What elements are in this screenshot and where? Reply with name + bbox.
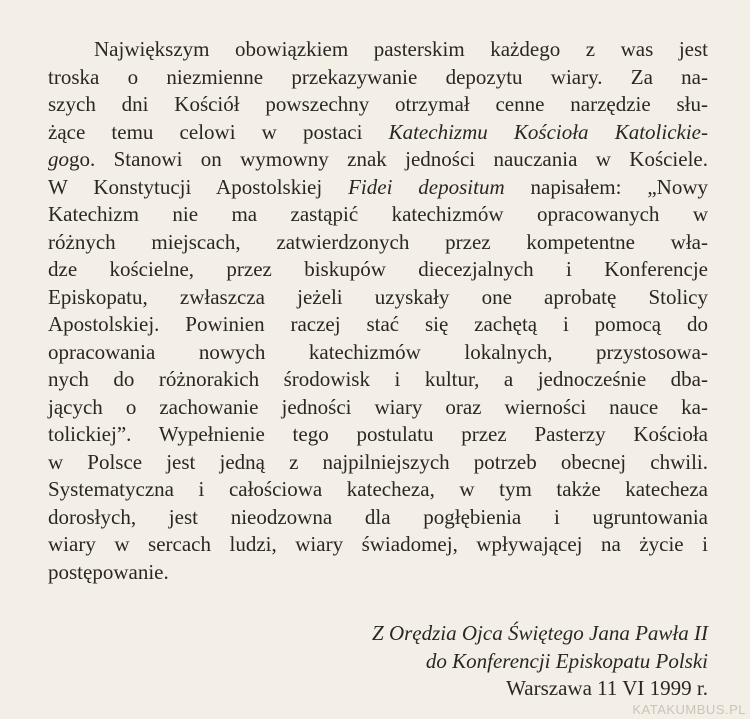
text-line: opracowania nowych katechizmów lokalnych, przystosowa-	[48, 339, 708, 364]
text-line: różnych miejscach, zatwierdzonych przez kompetentne wła-	[48, 229, 708, 254]
text-line: Katechizm nie ma zastąpić katechizmów opracowanych w	[48, 202, 708, 226]
text-line: dorosłych, jest nieodzowna dla pogłębienia i ugruntowania	[48, 504, 708, 529]
text-line: nych do różnorakich środowisk i kultur, a jednocześnie dba-	[48, 367, 708, 391]
text-line	[48, 146, 708, 174]
text-line: wiary w sercach ludzi, wiary świadomej, wpływającej na życie i	[48, 532, 708, 556]
italic-title-fidei: Fidei depositum	[348, 174, 505, 199]
text-line: postępowanie.	[48, 559, 169, 584]
text-line: troska o niezmienne przekazywanie depozytu wiary. Za na-	[48, 64, 708, 89]
text-line: Systematyczna i całościowa katecheza, w tym także katecheza	[48, 477, 708, 501]
text-line	[48, 119, 708, 147]
text-line: jących o zachowanie jedności wiary oraz wierności nauce ka-	[48, 394, 708, 419]
text-line: szych dni Kościół powszechny otrzymał cenne narzędzie słu-	[48, 92, 708, 116]
text-line	[48, 174, 708, 202]
signature-line-2: do Konferencji Episkopatu Polski	[425, 648, 708, 673]
text-line: Apostolskiej. Powinien raczej stać się zachętą i pomocą do	[48, 312, 708, 336]
text-segment: żące temu celowi w postaci	[48, 119, 389, 144]
italic-title-catechism-end: go	[48, 147, 69, 171]
text-line: dze kościelne, przez biskupów diecezjalnych i Konferencje	[48, 257, 708, 281]
signature-block	[372, 620, 708, 703]
text-segment: W Konstytucji Apostolskiej	[48, 174, 349, 199]
main-paragraph	[48, 36, 708, 586]
watermark: KATAKUMBUS.PL	[632, 702, 746, 717]
text-line: Największym obowiązkiem pasterskim każdego z was jest	[94, 37, 708, 61]
text-segment: napisałem: „Nowy	[504, 174, 709, 199]
text-line: Episkopatu, zwłaszcza jeżeli uzyskały one aprobatę Stolicy	[48, 284, 708, 309]
signature-place-date: Warszawa 11 VI 1999 r.	[506, 676, 708, 700]
signature-line-1: Z Orędzia Ojca Świętego Jana Pawła II	[372, 621, 708, 645]
italic-title-catechism: Katechizmu Kościoła Katolickie-	[388, 119, 708, 144]
text-segment: go. Stanowi on wymowny znak jedności nauczania w Kościele.	[69, 147, 708, 171]
text-line: tolickiej”. Wypełnienie tego postulatu przez Pasterzy Kościoła	[48, 422, 708, 446]
text-line: w Polsce jest jedną z najpilniejszych potrzeb obecnej chwili.	[48, 449, 708, 474]
